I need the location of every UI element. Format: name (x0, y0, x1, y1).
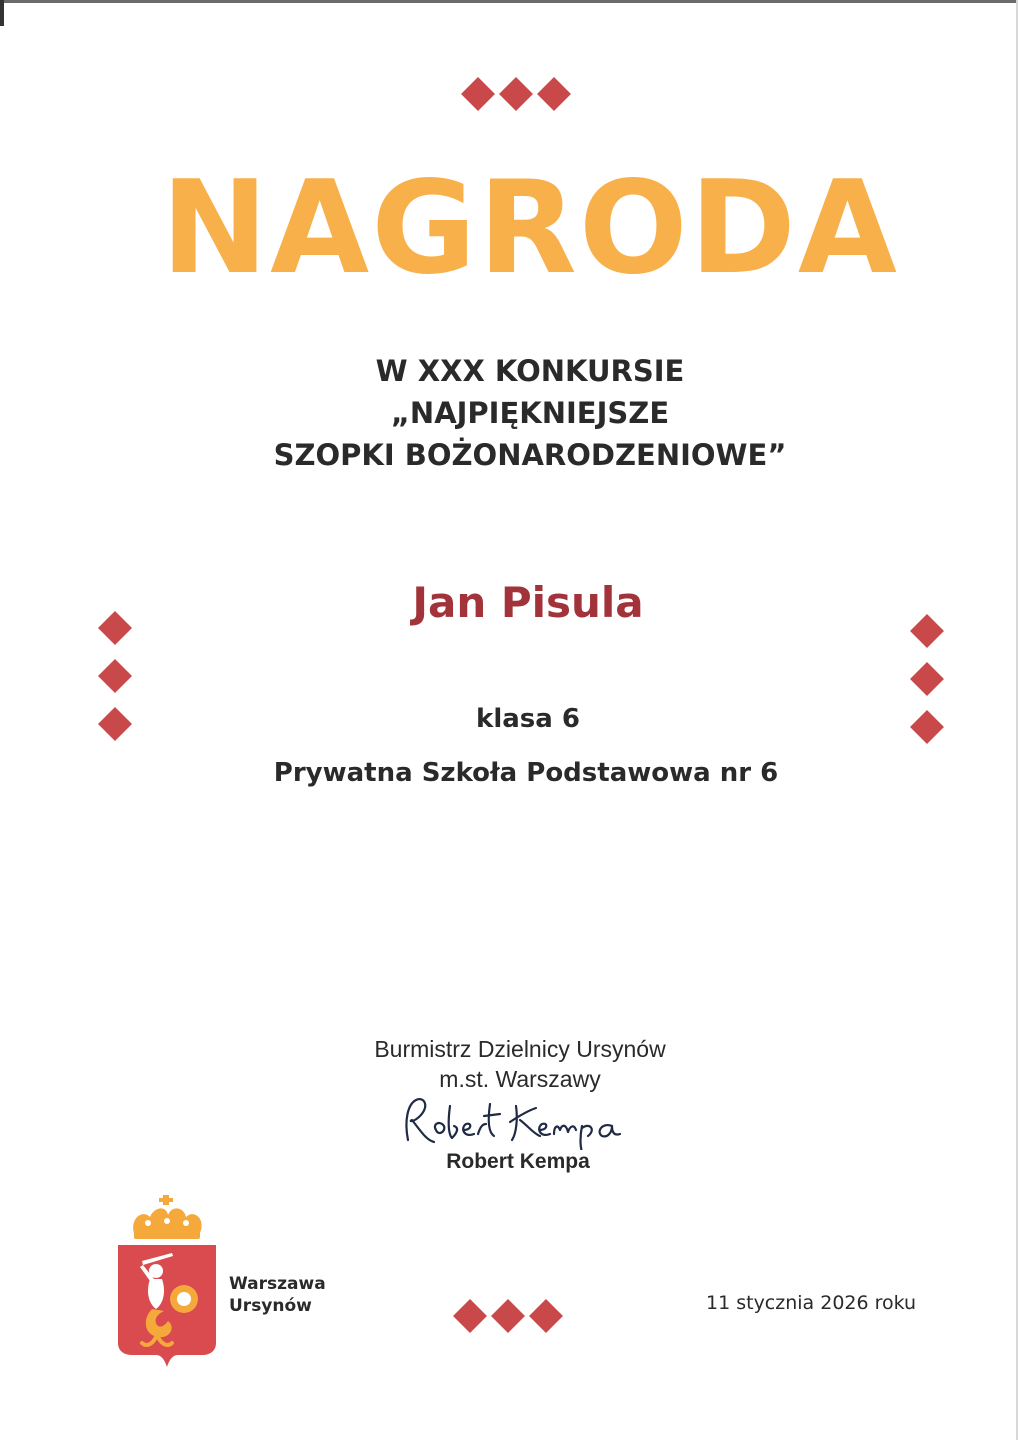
signatory-name: Robert Kempa (446, 1150, 590, 1173)
warsaw-coat-of-arms-icon (112, 1195, 222, 1370)
scan-edge-top (0, 0, 1018, 3)
top-diamonds (466, 82, 566, 106)
signatory-position (0, 1034, 1018, 1094)
logo-wordmark-line: Ursynów (229, 1296, 312, 1316)
school-name: Prywatna Szkoła Podstawowa nr 6 (273, 758, 779, 788)
diamond-icon (910, 662, 944, 696)
diamond-icon (461, 77, 495, 111)
signatory-position-line: Burmistrz Dzielnicy Ursynów (374, 1036, 666, 1062)
issue-date: 11 stycznia 2026 roku (706, 1292, 917, 1314)
contest-name-line: W XXX KONKURSIE (375, 354, 685, 388)
award-title: NAGRODA (161, 154, 899, 303)
contest-name (0, 350, 1018, 476)
scan-edge-left (0, 0, 4, 26)
diamond-icon (98, 659, 132, 693)
winner-name: Jan Pisula (412, 578, 644, 627)
diamond-icon (499, 77, 533, 111)
diamond-icon (453, 1299, 487, 1333)
contest-name-line: SZOPKI BOŻONARODZENIOWE” (273, 438, 787, 472)
diamond-icon (529, 1299, 563, 1333)
handwritten-signature (390, 1090, 640, 1150)
bottom-diamonds (458, 1304, 558, 1328)
logo-wordmark (229, 1273, 326, 1317)
logo-wordmark-line: Warszawa (229, 1274, 326, 1294)
signatory-position-line: m.st. Warszawy (439, 1066, 601, 1092)
class-label: klasa 6 (476, 704, 580, 734)
diamond-icon (537, 77, 571, 111)
contest-name-line: „NAJPIĘKNIEJSZE (390, 396, 670, 430)
diamond-icon (491, 1299, 525, 1333)
